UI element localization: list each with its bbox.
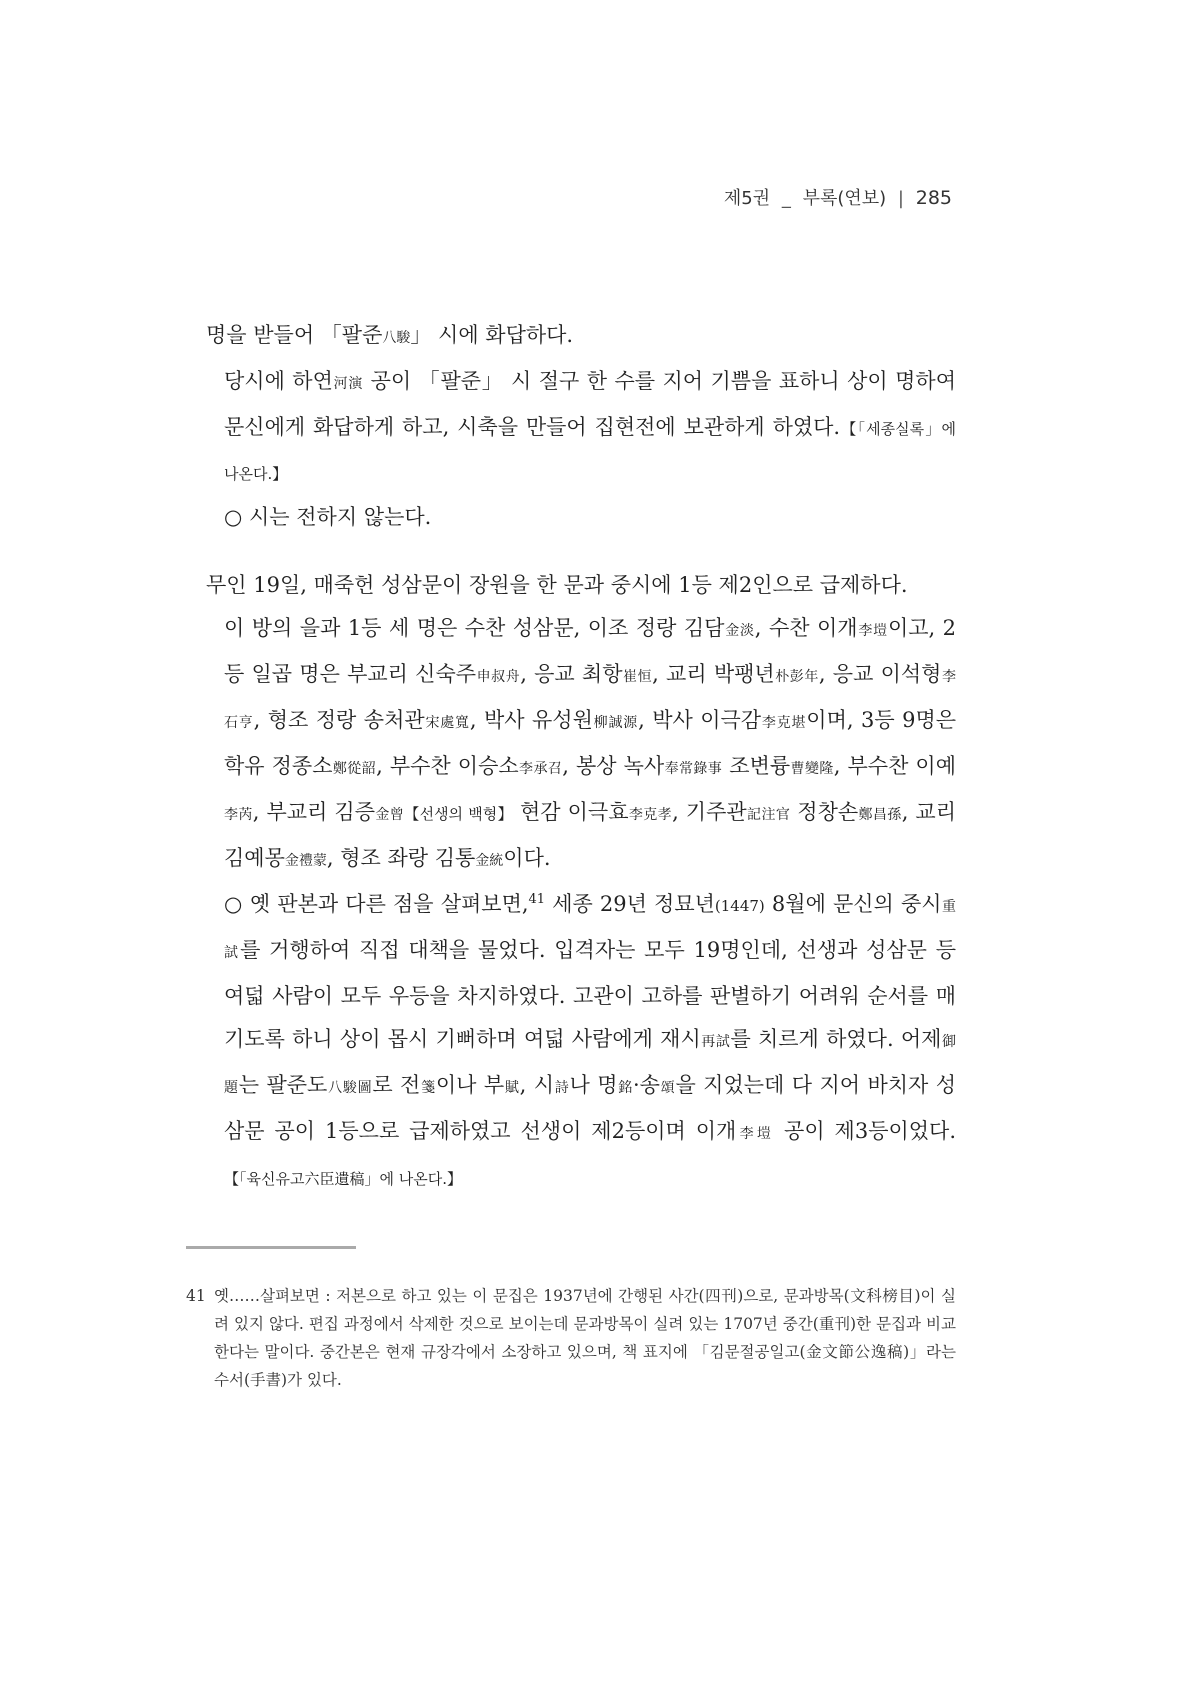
footnote-ref: 41 — [528, 892, 546, 907]
body-text: , 부수찬 이승소 — [376, 754, 519, 778]
hanja-gloss: 李塏 — [857, 623, 888, 639]
source-note: (1447) — [714, 897, 765, 915]
hanja-gloss: 李塏 — [736, 1126, 775, 1142]
hanja-gloss: 李克孝 — [628, 807, 673, 823]
hanja-gloss: 御題 — [224, 1034, 957, 1096]
body-text: 공이 「팔준」 시 절구 한 수를 지어 기쁨을 표하니 상이 명하여 문신에게 화답하게 하고, 시축을 만들어 집현전에 보관하게 하였다. — [224, 369, 956, 439]
hanja-gloss: 八駿圖 — [327, 1080, 373, 1096]
hanja-gloss: 李克堪 — [761, 715, 807, 731]
volume-label: 제5권 — [723, 188, 771, 209]
entry-body — [206, 607, 956, 1201]
header-divider: | — [897, 188, 904, 209]
entry-paragraph — [224, 360, 956, 496]
running-header — [724, 184, 952, 210]
body-text: 조변륭 — [722, 754, 791, 778]
entry-body — [206, 360, 956, 539]
body-text: ○ 시는 전하지 않는다. — [224, 505, 432, 529]
body-text: , 기주관 — [672, 800, 747, 824]
heading-text: 명을 받들어 「팔준 — [206, 323, 383, 347]
source-note: 【「세종실록」에 나온다.】 — [224, 420, 956, 483]
hanja-gloss: 宋處寬 — [424, 715, 470, 731]
body-text: , 시 — [519, 1073, 554, 1097]
entry-paragraph — [224, 607, 956, 883]
source-note: 【「육신유고六臣遺稿」에 나온다.】 — [224, 1170, 462, 1188]
hanja-gloss: 朴彭年 — [774, 669, 819, 685]
hanja-gloss: 賦 — [504, 1080, 520, 1096]
hanja-gloss: 重試 — [224, 899, 956, 961]
source-note: 【선생의 백형】 — [404, 805, 513, 823]
footnote — [186, 1282, 956, 1394]
body-text: , 부수찬 이예 — [833, 754, 957, 778]
body-text: , 응교 최항 — [520, 662, 623, 686]
body-text: , 수찬 이개 — [754, 616, 858, 640]
body-text: 이고, 2등 일곱 명은 부교리 신숙주 — [224, 616, 957, 686]
body-text: 나 명 — [569, 1073, 618, 1097]
body-text: 세종 29년 정묘년 — [545, 892, 715, 916]
hanja-gloss: 金統 — [475, 853, 504, 869]
hanja-gloss: 詩 — [554, 1080, 570, 1096]
body-text: 이 방의 을과 1등 세 명은 수찬 성삼문, 이조 정랑 김담 — [224, 616, 725, 640]
body-text: , 부교리 김증 — [252, 800, 376, 824]
entry-paragraph — [224, 883, 956, 1201]
hanja-gloss: 箋 — [420, 1080, 436, 1096]
body-text: , 박사 유성원 — [469, 708, 593, 732]
body-text: 8월에 문신의 중시 — [764, 892, 942, 916]
body-text: ○ 옛 판본과 다른 점을 살펴보면, — [224, 892, 529, 916]
body-text: 를 치르게 하였다. 어제 — [730, 1027, 942, 1051]
entry-paragraph — [224, 496, 956, 539]
body-text: 공이 제3등이었다. — [774, 1119, 957, 1143]
body-text: , 봉상 녹사 — [562, 754, 665, 778]
entry-exam — [206, 564, 956, 1201]
body-text: , 형조 정랑 송처관 — [253, 708, 425, 732]
heading-text: 」 시에 화답하다. — [410, 323, 574, 347]
body-text: 는 팔준도 — [238, 1073, 328, 1097]
entry-palchun — [206, 314, 956, 539]
body-text: , 박사 이극감 — [638, 708, 762, 732]
hanja-gloss: 鄭從韶 — [332, 761, 377, 777]
page-number: 285 — [915, 187, 952, 209]
body-text: 이며, 3등 9명은 학유 정종소 — [224, 708, 957, 778]
body-text: 이다. — [503, 846, 551, 870]
hanja-gloss: 金淡 — [724, 623, 755, 639]
body-text: , 교리 김예몽 — [224, 800, 956, 870]
hanja-gloss: 曹變隆 — [790, 761, 834, 777]
body-text: 이나 부 — [435, 1073, 505, 1097]
body-text: 정창손 — [790, 800, 859, 824]
hanja-gloss: 李芮 — [224, 807, 253, 823]
hanja-gloss: 申叔舟 — [476, 669, 521, 685]
body-text: , 응교 이석형 — [818, 662, 942, 686]
entry-heading — [206, 314, 956, 360]
hanja-gloss: 八駿 — [382, 330, 411, 346]
hanja-gloss: 李承召 — [518, 761, 563, 777]
hanja-gloss: 頌 — [659, 1080, 676, 1096]
footnote-divider — [186, 1246, 356, 1249]
hanja-gloss: 奉常錄事 — [664, 761, 723, 777]
body-text: , 형조 좌랑 김통 — [326, 846, 476, 870]
header-separator: _ — [781, 188, 791, 209]
footnote-number: 41 — [186, 1287, 206, 1305]
hanja-gloss: 河演 — [332, 376, 364, 392]
body-text: 로 전 — [372, 1073, 421, 1097]
hanja-gloss: 再試 — [700, 1034, 731, 1050]
hanja-gloss: 柳誠源 — [592, 715, 639, 731]
hanja-gloss: 鄭昌孫 — [858, 807, 902, 823]
entry-heading: 무인 19일, 매죽헌 성삼문이 장원을 한 문과 중시에 1등 제2인으로 급제하다. — [206, 573, 908, 597]
hanja-gloss: 崔恒 — [622, 669, 653, 685]
section-label: 부록(연보) — [802, 188, 887, 209]
hanja-gloss: 金禮蒙 — [284, 853, 327, 869]
hanja-gloss: 李石亨 — [224, 669, 956, 731]
hanja-gloss: 金曾 — [375, 807, 405, 823]
body-text: ·송 — [633, 1073, 660, 1097]
footnote-text: 옛……살펴보면 : 저본으로 하고 있는 이 문집은 1937년에 간행된 사간(四刊)으로, 문과방목(文科榜目)이 실려 있지 않다. 편집 과정에서 삭제한 것으로 보이는데 문과방목이 실려 있는 1707년 중간(重刊)한 문집과 비교한다는 말이다. 중간본은 현재 규장각에서 소장하고 있으며, 책 표지에 「김문절공일고(金文節公逸稿)」라는 수서(手書)가 있다. — [214, 1287, 956, 1389]
body-text: , 교리 박팽년 — [652, 662, 775, 686]
hanja-gloss: 銘 — [617, 1080, 633, 1096]
body-text: 현감 이극효 — [512, 800, 629, 824]
body-text: 을 지었는데 다 지어 바치자 성삼문 공이 1등으로 급제하였고 선생이 제2등이며 이개 — [224, 1073, 957, 1143]
hanja-gloss: 記注官 — [746, 807, 791, 823]
body-text: 를 거행하여 직접 대책을 물었다. 입격자는 모두 19명인데, 선생과 성삼문 등 여덟 사람이 모두 우등을 차지하였다. 고관이 고하를 판별하기 어려워 순서를 매기도록 하니 상이 몹시 기뻐하며 여덟 사람에게 재시 — [224, 938, 957, 1051]
body-text: 당시에 하연 — [224, 369, 333, 393]
